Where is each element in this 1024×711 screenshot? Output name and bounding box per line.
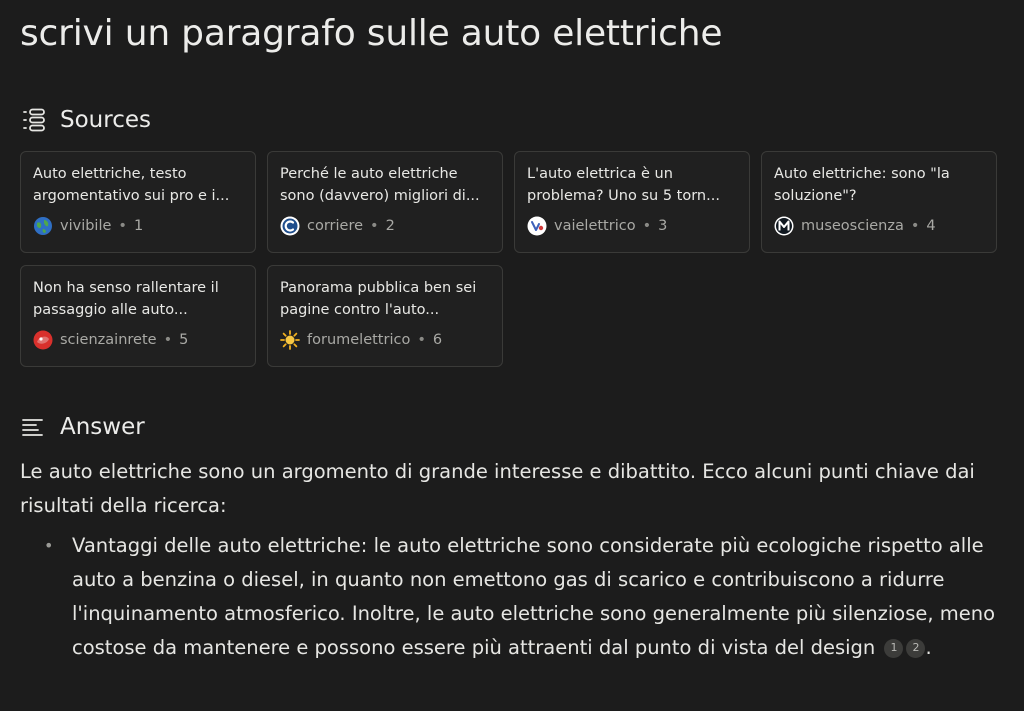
- source-card-meta: [280, 330, 490, 350]
- source-card-title: Perché le auto elettriche sono (davvero) migliori di...: [280, 166, 480, 204]
- source-card-title: Non ha senso rallentare il passaggio alle auto...: [33, 280, 219, 318]
- separator-dot: •: [910, 218, 920, 234]
- source-number: 1: [133, 218, 144, 234]
- citation-badge-1[interactable]: 1: [884, 639, 903, 658]
- answer-point: [44, 529, 1004, 665]
- source-site: corriere: [307, 218, 364, 234]
- source-card-meta: [33, 216, 243, 236]
- sources-heading: Sources: [60, 107, 151, 133]
- source-card-title: Auto elettriche, testo argomentativo sui pro e i...: [33, 166, 230, 204]
- source-card-title: Auto elettriche: sono "la soluzione"?: [774, 166, 950, 204]
- separator-dot: •: [118, 218, 127, 234]
- source-card-corriere[interactable]: [267, 151, 503, 253]
- answer-heading: Answer: [60, 414, 145, 440]
- source-card-meta: [33, 330, 243, 350]
- sources-icon: [20, 108, 48, 132]
- source-site: museoscienza: [801, 218, 904, 234]
- answer-header: [20, 411, 1004, 443]
- scienzainrete-icon: [33, 330, 53, 350]
- source-site: forumelettrico: [307, 332, 411, 348]
- source-card-meta: [527, 216, 737, 236]
- source-card-museoscienza[interactable]: [761, 151, 997, 253]
- vaielettrico-icon: [527, 216, 547, 236]
- sources-header: [20, 104, 1004, 136]
- globe-icon: [33, 216, 53, 236]
- source-number: 6: [432, 332, 443, 348]
- source-card-forumelettrico[interactable]: [267, 265, 503, 367]
- sun-icon: [280, 330, 300, 350]
- corriere-icon: [280, 216, 300, 236]
- source-card-meta: [774, 216, 984, 236]
- source-card-vaielettrico[interactable]: [514, 151, 750, 253]
- sources-grid: [20, 151, 1004, 367]
- source-card-scienzainrete[interactable]: [20, 265, 256, 367]
- answer-icon: [20, 415, 48, 439]
- source-card-vivibile[interactable]: [20, 151, 256, 253]
- source-card-title: L'auto elettrica è un problema? Uno su 5 torn...: [527, 166, 720, 204]
- query-title: scrivi un paragrafo sulle auto elettriche: [20, 13, 723, 54]
- citation-badge-2[interactable]: 2: [906, 639, 925, 658]
- separator-dot: •: [417, 332, 426, 348]
- source-number: 3: [658, 218, 668, 234]
- sentence-end: .: [925, 636, 932, 659]
- bullet-dot: •: [44, 536, 54, 555]
- source-card-title: Panorama pubblica ben sei pagine contro l'auto...: [280, 280, 477, 318]
- answer-body: [20, 455, 1004, 665]
- source-site: vaielettrico: [554, 218, 636, 234]
- answer-points: [20, 529, 1004, 665]
- source-site: scienzainrete: [60, 332, 157, 348]
- source-card-meta: [280, 216, 490, 236]
- source-number: 5: [179, 332, 189, 348]
- answer-point-text: Vantaggi delle auto elettriche: le auto elettriche sono considerate più ecologiche rispetto alle auto a benzina o diesel, in quanto non emettono gas di scarico e contribuiscono a ridurre l'inquinamento atmosferico. Inoltre, le auto elettriche sono generalmente più silenziose, meno costose da mantenere e possono essere più attraenti dal punto di vista del design: [72, 534, 996, 659]
- separator-dot: •: [370, 218, 379, 234]
- source-site: vivibile: [60, 218, 112, 234]
- source-number: 2: [385, 218, 395, 234]
- museoscienza-icon: [774, 216, 794, 236]
- source-number: 4: [926, 218, 936, 234]
- separator-dot: •: [642, 218, 652, 234]
- separator-dot: •: [163, 332, 173, 348]
- answer-intro: Le auto elettriche sono un argomento di grande interesse e dibattito. Ecco alcuni punti chiave dai risultati della ricerca:: [20, 460, 975, 517]
